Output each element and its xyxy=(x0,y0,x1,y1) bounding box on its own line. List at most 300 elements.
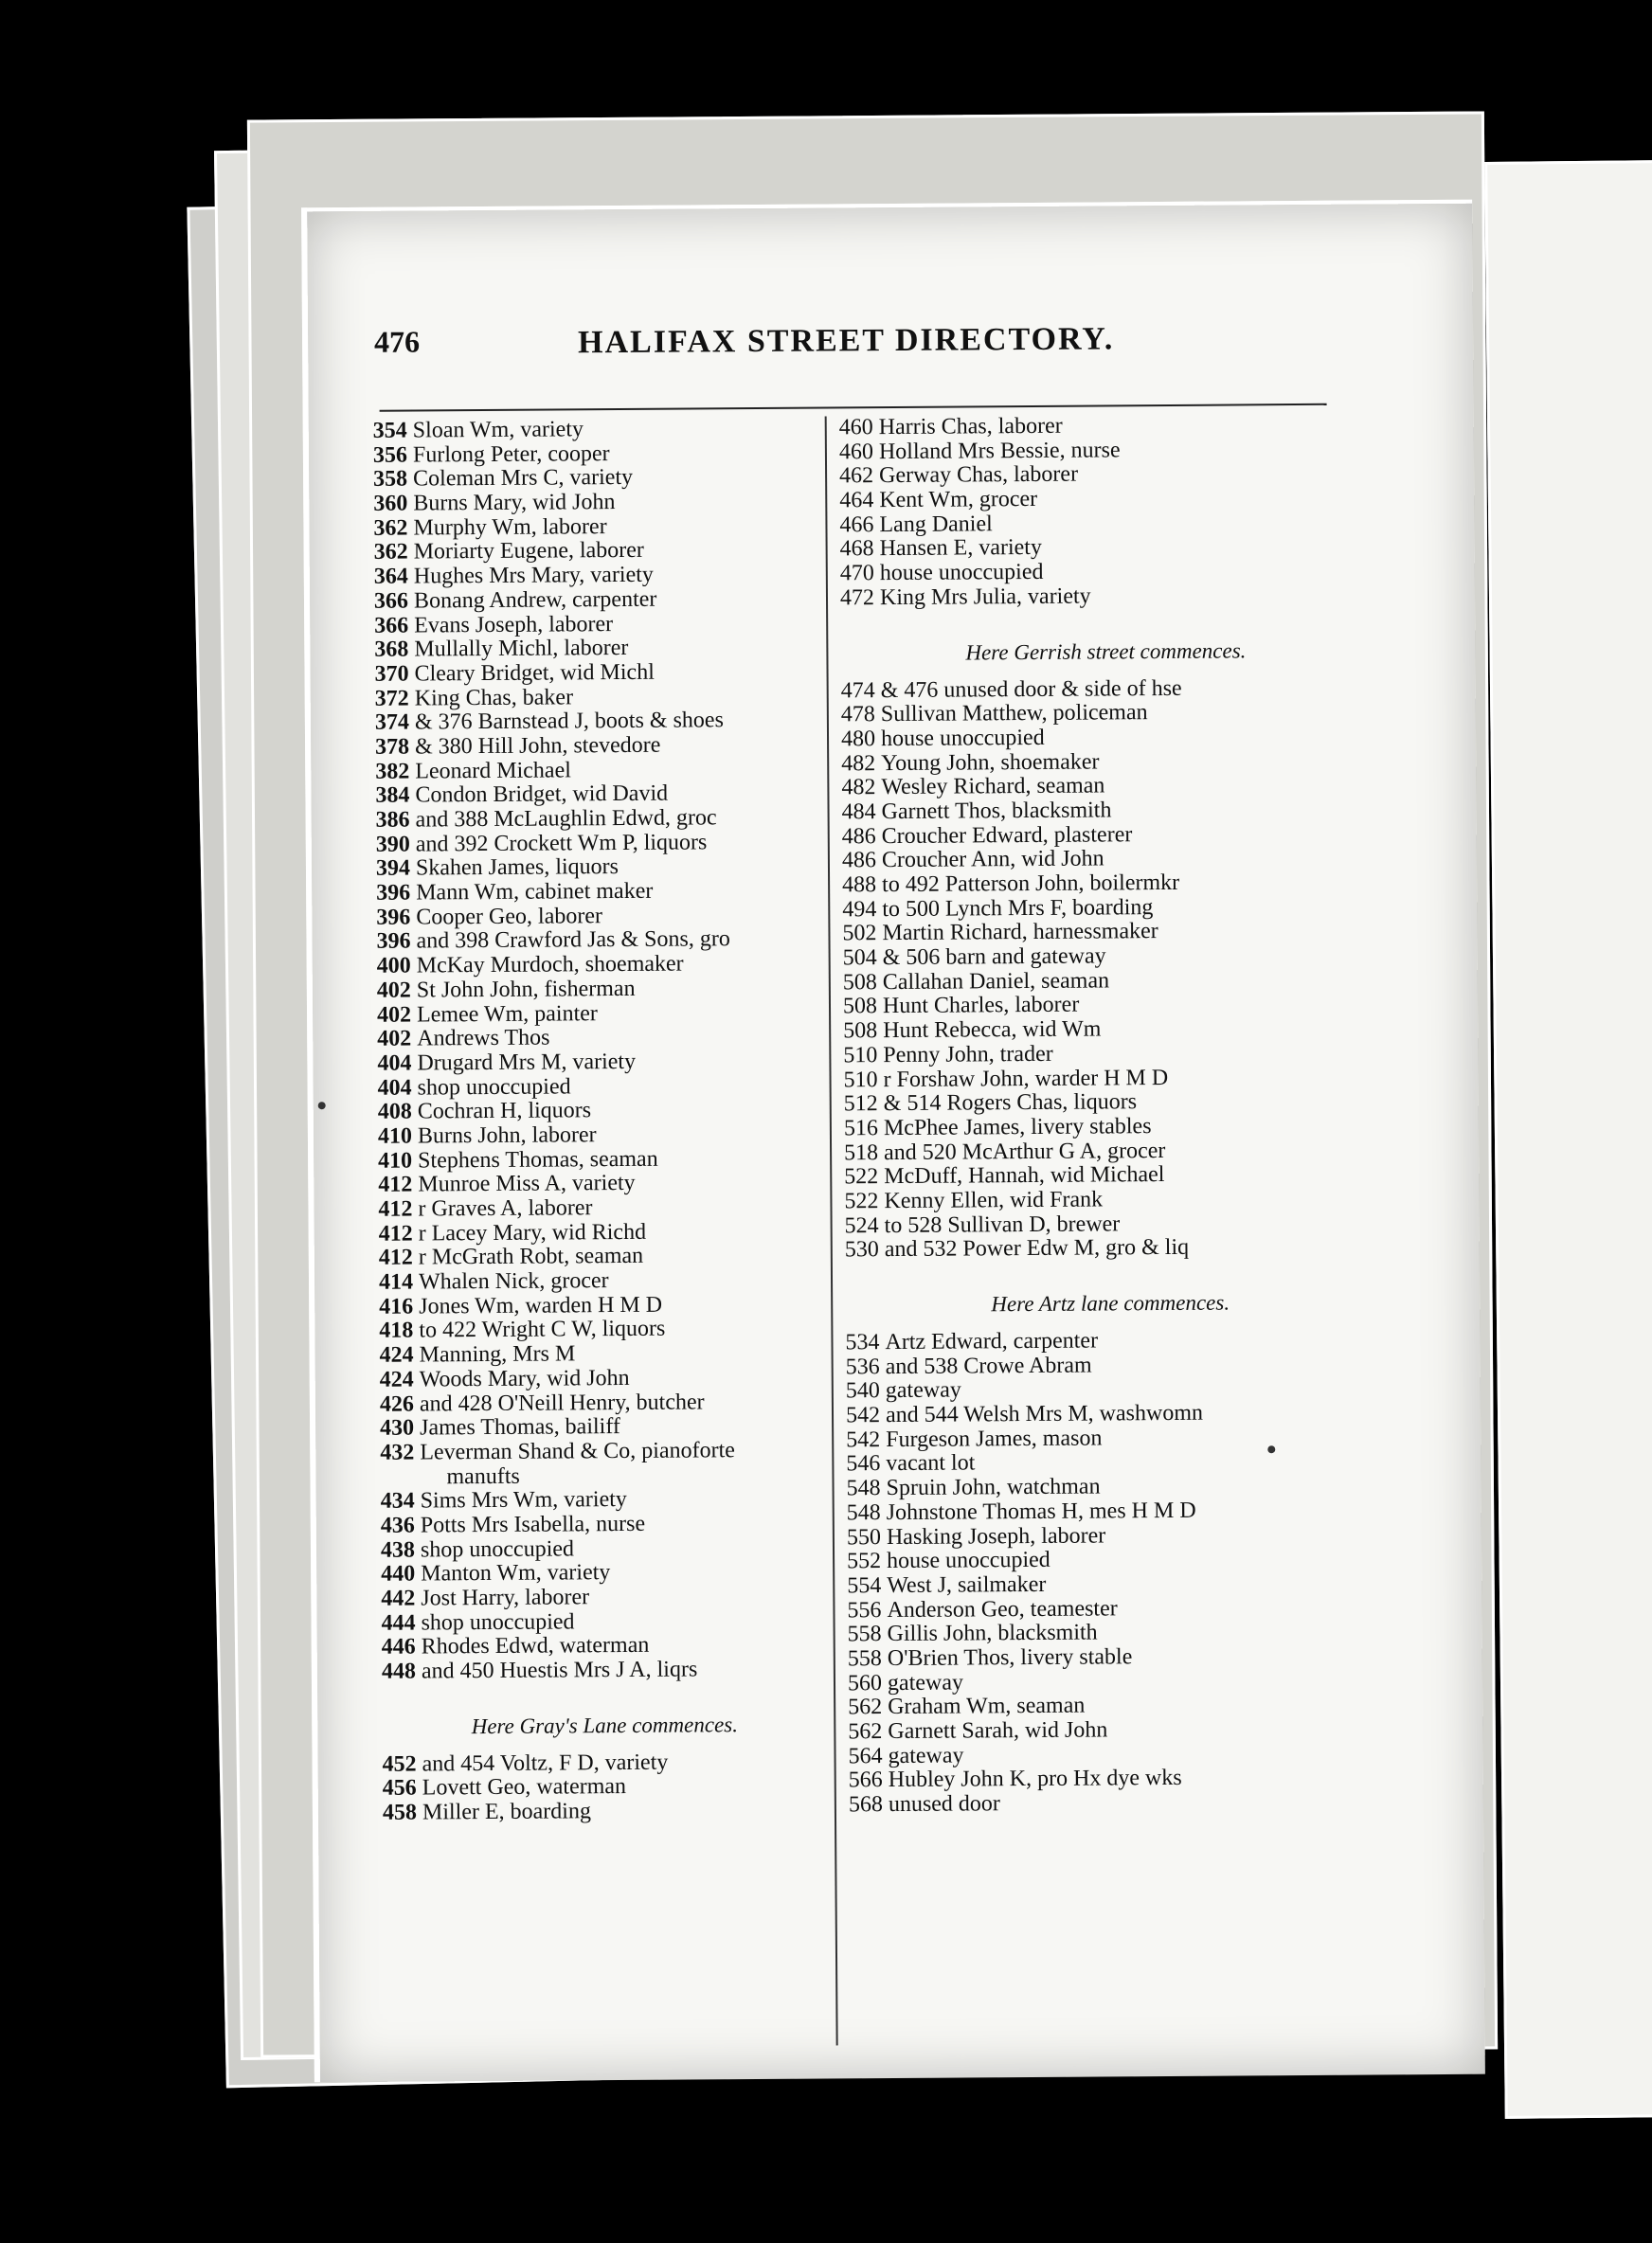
directory-entry xyxy=(375,732,820,760)
house-number: 552 xyxy=(847,1549,882,1574)
resident-text: Potts Mrs Isabella, nurse xyxy=(420,1511,646,1538)
house-number: 360 xyxy=(373,491,408,516)
resident-text: Stephens Thomas, seaman xyxy=(418,1146,658,1174)
directory-entry xyxy=(848,1668,1378,1696)
house-number: 412 xyxy=(378,1196,413,1222)
house-number: 464 xyxy=(839,488,874,513)
directory-entry xyxy=(839,437,1370,465)
street-section-heading: Here Gerrish street commences. xyxy=(965,637,1247,664)
house-number: 456 xyxy=(382,1775,417,1802)
directory-entry xyxy=(375,709,820,736)
resident-text: Hansen E, variety xyxy=(879,535,1043,562)
house-number: 362 xyxy=(373,515,408,541)
resident-text: Moriarty Eugene, laborer xyxy=(413,538,644,565)
resident-text: manufts xyxy=(446,1463,520,1489)
directory-entry xyxy=(379,1268,824,1296)
resident-text: Furlong Peter, cooper xyxy=(412,440,610,468)
directory-entry xyxy=(849,1789,1379,1818)
directory-entry xyxy=(380,1462,825,1490)
resident-text: Whalen Nick, grocer xyxy=(418,1268,609,1295)
resident-text: Graham Wm, seaman xyxy=(888,1693,1086,1720)
house-number: 508 xyxy=(842,969,877,996)
resident-text: Mullally Michl, laborer xyxy=(414,636,629,662)
resident-text: and 532 Power Edw M, gro & liq xyxy=(884,1235,1190,1263)
resident-text: Cleary Bridget, wid Michl xyxy=(414,659,655,687)
directory-entry xyxy=(845,1211,1375,1239)
resident-text: & 380 Hill John, stevedore xyxy=(414,732,661,760)
house-number: 488 xyxy=(842,872,877,898)
resident-text: Hasking Joseph, laborer xyxy=(886,1522,1106,1550)
directory-entry xyxy=(839,461,1370,490)
directory-entry xyxy=(845,1235,1375,1264)
resident-text: and 388 McLaughlin Edwd, groc xyxy=(415,805,717,833)
directory-entry xyxy=(839,486,1370,514)
ink-spot xyxy=(1267,1445,1275,1453)
directory-entry xyxy=(848,1741,1378,1769)
house-number: 426 xyxy=(379,1391,415,1417)
directory-entry xyxy=(374,636,819,663)
resident-text: Coleman Mrs C, variety xyxy=(413,465,634,492)
resident-text: Munroe Miss A, variety xyxy=(418,1171,636,1197)
house-number: 524 xyxy=(844,1212,879,1238)
directory-entry xyxy=(374,659,819,687)
directory-entry xyxy=(842,894,1373,923)
resident-text: Hubley John K, pro Hx dye wks xyxy=(888,1766,1182,1793)
house-number: 402 xyxy=(376,978,411,1003)
house-number: 556 xyxy=(847,1597,882,1623)
house-number: 502 xyxy=(842,921,877,946)
resident-text: & 506 barn and gateway xyxy=(882,943,1106,971)
house-number: 418 xyxy=(379,1318,414,1344)
resident-text: Harris Chas, laborer xyxy=(878,413,1063,440)
directory-entry xyxy=(848,1620,1378,1648)
resident-text: Skahen James, liquors xyxy=(415,854,620,881)
resident-text: Artz Edward, carpenter xyxy=(885,1328,1099,1355)
directory-entry xyxy=(381,1511,826,1538)
directory-entry xyxy=(374,586,819,614)
street-section-heading: Here Artz lane commences. xyxy=(991,1290,1230,1317)
directory-entry xyxy=(841,675,1372,704)
resident-text: and 392 Crockett Wm P, liquors xyxy=(415,830,708,857)
directory-entry xyxy=(377,976,822,1003)
house-number: 508 xyxy=(843,1018,878,1044)
directory-entry xyxy=(375,757,820,784)
house-number: 368 xyxy=(374,637,409,662)
house-number: 404 xyxy=(377,1075,412,1101)
house-number: 366 xyxy=(373,588,409,614)
house-number: 402 xyxy=(376,1002,412,1028)
house-number: 522 xyxy=(844,1164,879,1190)
house-number: 412 xyxy=(378,1172,413,1198)
house-number: 508 xyxy=(842,994,878,1019)
directory-entry xyxy=(841,748,1372,777)
directory-entry xyxy=(373,440,818,468)
house-number: 412 xyxy=(378,1221,413,1247)
resident-text: Condon Bridget, wid David xyxy=(415,781,669,808)
directory-entry xyxy=(843,967,1374,996)
resident-text: shop unoccupied xyxy=(420,1535,575,1563)
resident-text: Penny John, trader xyxy=(883,1041,1053,1068)
directory-entry xyxy=(841,797,1372,825)
house-number: 494 xyxy=(842,896,877,923)
directory-entry xyxy=(377,952,822,979)
left-column xyxy=(373,417,828,1826)
house-number: 382 xyxy=(375,759,410,784)
resident-text: r Graves A, laborer xyxy=(418,1195,593,1222)
resident-text: Gillis John, blacksmith xyxy=(887,1620,1098,1647)
resident-text: shop unoccupied xyxy=(417,1073,571,1101)
page-header xyxy=(374,308,1397,363)
directory-entry xyxy=(378,1122,823,1149)
resident-text: Burns John, laborer xyxy=(417,1122,597,1149)
directory-entry xyxy=(373,465,818,493)
directory-entry xyxy=(840,559,1371,587)
resident-text: Woods Mary, wid John xyxy=(419,1365,630,1392)
resident-text: and 520 McArthur G A, grocer xyxy=(883,1138,1166,1165)
house-number: 442 xyxy=(381,1586,416,1611)
directory-entry xyxy=(376,927,821,955)
directory-entry xyxy=(847,1498,1377,1526)
directory-entry xyxy=(839,412,1370,440)
house-number: 536 xyxy=(845,1354,880,1380)
directory-entry xyxy=(373,490,818,517)
directory-entry xyxy=(845,1327,1375,1355)
directory-entry xyxy=(378,1146,823,1174)
resident-text: Gerway Chas, laborer xyxy=(879,461,1079,489)
house-number: 558 xyxy=(847,1646,882,1672)
facing-page-edge xyxy=(1484,160,1652,2119)
directory-entry xyxy=(848,1643,1378,1672)
resident-text: and 398 Crawford Jas & Sons, gro xyxy=(416,926,730,954)
resident-text: Rhodes Edwd, waterman xyxy=(421,1633,650,1660)
resident-text: vacant lot xyxy=(886,1450,976,1477)
resident-text: Croucher Edward, plasterer xyxy=(881,821,1133,849)
resident-text: shop unoccupied xyxy=(421,1609,575,1636)
directory-entry xyxy=(847,1595,1377,1624)
house-number: 400 xyxy=(376,953,411,978)
resident-text: to 422 Wright C W, liquors xyxy=(419,1317,666,1343)
house-number: 466 xyxy=(839,511,874,538)
resident-text: Kent Wm, grocer xyxy=(879,486,1038,513)
directory-entry xyxy=(381,1585,826,1612)
house-number: 372 xyxy=(374,686,409,711)
directory-entry xyxy=(377,1025,822,1052)
house-number: 364 xyxy=(373,564,408,589)
resident-text: Mann Wm, cabinet maker xyxy=(416,878,654,906)
directory-entry xyxy=(376,806,821,834)
resident-text: and 538 Crowe Abram xyxy=(885,1353,1092,1379)
house-number: 566 xyxy=(848,1767,883,1793)
resident-text: Croucher Ann, wid John xyxy=(881,846,1104,873)
directory-entry xyxy=(842,821,1373,850)
directory-entry xyxy=(377,1000,822,1028)
house-number: 436 xyxy=(380,1513,415,1538)
directory-entry xyxy=(841,700,1372,728)
directory-entry xyxy=(380,1365,825,1392)
directory-entry xyxy=(377,1049,822,1076)
directory-entry xyxy=(846,1401,1376,1429)
house-number: 410 xyxy=(377,1123,413,1149)
resident-text: to 528 Sullivan D, brewer xyxy=(884,1211,1121,1238)
house-number: 560 xyxy=(847,1670,883,1696)
resident-text: Kenny Ellen, wid Frank xyxy=(884,1187,1104,1214)
house-number: 480 xyxy=(840,726,876,752)
house-number: 458 xyxy=(382,1800,418,1825)
resident-text: Furgeson James, mason xyxy=(886,1426,1103,1452)
resident-text: Cochran H, liquors xyxy=(417,1098,592,1124)
house-number: 446 xyxy=(381,1634,416,1660)
house-number: 510 xyxy=(843,1042,878,1068)
directory-entry xyxy=(376,830,821,857)
house-number: 472 xyxy=(839,584,875,611)
resident-text: and 544 Welsh Mrs M, washwomn xyxy=(885,1400,1204,1428)
house-number: 410 xyxy=(378,1148,413,1174)
resident-text: Manton Wm, variety xyxy=(421,1560,611,1587)
directory-entry xyxy=(380,1414,825,1442)
house-number: 516 xyxy=(843,1115,878,1141)
house-number: 504 xyxy=(842,945,877,971)
house-number: 546 xyxy=(846,1451,881,1477)
resident-text: James Thomas, bailiff xyxy=(420,1414,620,1441)
resident-text: r Lacey Mary, wid Richd xyxy=(418,1219,647,1247)
resident-text: West J, sailmaker xyxy=(887,1571,1047,1598)
house-number: 542 xyxy=(846,1427,881,1453)
directory-entry xyxy=(382,1658,827,1685)
house-number: 396 xyxy=(376,905,411,930)
house-number: 548 xyxy=(846,1476,881,1501)
directory-entry xyxy=(841,724,1372,752)
house-number: 554 xyxy=(847,1572,882,1599)
directory-entry xyxy=(843,992,1374,1020)
resident-text: Hughes Mrs Mary, variety xyxy=(413,562,654,589)
directory-entry xyxy=(381,1560,826,1588)
directory-entry xyxy=(376,879,821,906)
house-number: 452 xyxy=(382,1751,417,1777)
directory-entry xyxy=(383,1799,828,1826)
house-number: 362 xyxy=(373,539,408,565)
directory-entry xyxy=(844,1089,1374,1118)
house-number: 374 xyxy=(374,709,409,736)
resident-text: Lang Daniel xyxy=(879,511,993,537)
directory-entry xyxy=(844,1113,1374,1141)
house-number: 412 xyxy=(378,1245,413,1271)
ink-spot xyxy=(318,1102,326,1109)
house-number: 486 xyxy=(841,823,876,849)
directory-entry xyxy=(378,1171,823,1198)
directory-entry xyxy=(848,1716,1378,1745)
directory-entry xyxy=(375,684,820,711)
house-number: 460 xyxy=(838,439,874,465)
resident-text: McKay Murdoch, shoemaker xyxy=(416,951,684,978)
house-number: 462 xyxy=(839,463,874,489)
directory-entry xyxy=(379,1244,824,1271)
house-number: 448 xyxy=(381,1659,416,1684)
resident-text: Manning, Mrs M xyxy=(419,1341,576,1368)
resident-text: and 454 Voltz, F D, variety xyxy=(422,1750,669,1777)
house-number: 522 xyxy=(844,1189,879,1214)
resident-text: Andrews Thos xyxy=(417,1025,550,1051)
house-number: 470 xyxy=(839,561,874,586)
directory-entry xyxy=(844,1138,1374,1166)
resident-text: and 428 O'Neill Henry, butcher xyxy=(419,1389,705,1416)
resident-text: to 500 Lynch Mrs F, boarding xyxy=(882,894,1154,922)
resident-text: Murphy Wm, laborer xyxy=(413,513,607,541)
directory-entry xyxy=(379,1219,824,1247)
house-number: 558 xyxy=(847,1622,882,1647)
directory-entry xyxy=(374,538,819,565)
house-number: 404 xyxy=(377,1050,412,1076)
house-number: 370 xyxy=(374,661,409,687)
resident-text: Hunt Rebecca, wid Wm xyxy=(883,1016,1102,1044)
resident-text: gateway xyxy=(885,1377,961,1404)
directory-entry xyxy=(373,417,818,444)
directory-entry xyxy=(846,1474,1376,1502)
house-number: 354 xyxy=(372,418,407,443)
directory-entry xyxy=(843,943,1374,972)
resident-text: Sloan Wm, variety xyxy=(412,417,584,443)
house-number: 440 xyxy=(381,1561,416,1588)
resident-text: Burns Mary, wid John xyxy=(413,490,616,516)
resident-text: Cooper Geo, laborer xyxy=(416,903,603,930)
resident-text: Callahan Daniel, seaman xyxy=(882,968,1110,995)
house-number: 424 xyxy=(379,1367,414,1392)
directory-entry xyxy=(847,1547,1377,1575)
directory-entry xyxy=(379,1292,824,1319)
directory-entry xyxy=(381,1535,826,1563)
page-title: HALIFAX STREET DIRECTORY. xyxy=(577,321,1115,361)
resident-text: house unoccupied xyxy=(879,560,1044,586)
directory-entry xyxy=(374,563,819,590)
house-number: 390 xyxy=(375,832,410,857)
directory-entry xyxy=(383,1774,828,1802)
directory-entry xyxy=(843,1065,1374,1093)
resident-text: Johnstone Thomas H, mes H M D xyxy=(886,1498,1196,1525)
directory-page xyxy=(301,200,1485,2083)
directory-entry xyxy=(373,513,818,541)
resident-text: gateway xyxy=(888,1743,964,1768)
directory-entry xyxy=(840,534,1371,563)
directory-entry xyxy=(375,781,820,809)
directory-entry xyxy=(846,1352,1376,1380)
directory-entry xyxy=(842,846,1373,874)
house-number: 414 xyxy=(378,1269,414,1295)
page-number: 476 xyxy=(373,324,421,359)
house-number: 430 xyxy=(380,1415,415,1441)
resident-text: r Forshaw John, warder H M D xyxy=(883,1065,1169,1092)
resident-text: St John John, fisherman xyxy=(416,976,636,1003)
house-number: 386 xyxy=(375,807,410,833)
resident-text: Lovett Geo, waterman xyxy=(422,1774,627,1801)
house-number: 366 xyxy=(374,613,409,638)
directory-entry xyxy=(378,1195,823,1223)
directory-entry xyxy=(381,1487,826,1515)
house-number: 542 xyxy=(845,1403,881,1428)
directory-entry xyxy=(376,903,821,930)
directory-entry xyxy=(842,919,1373,947)
house-number: 358 xyxy=(373,466,408,493)
directory-entry xyxy=(839,510,1370,538)
house-number: 564 xyxy=(848,1743,883,1769)
header-rule xyxy=(380,404,1327,412)
resident-text: & 476 unused door & side of hse xyxy=(880,675,1182,703)
resident-text: Drugard Mrs M, variety xyxy=(417,1049,637,1076)
directory-entry xyxy=(846,1425,1376,1453)
house-number: 394 xyxy=(375,855,411,882)
resident-text: unused door xyxy=(888,1791,1000,1818)
house-number: 378 xyxy=(374,734,410,760)
directory-entry xyxy=(378,1098,823,1125)
resident-text: r McGrath Robt, seaman xyxy=(418,1244,644,1270)
resident-text: Jost Harry, laborer xyxy=(421,1585,590,1611)
resident-text: Hunt Charles, laborer xyxy=(882,993,1080,1019)
directory-entry xyxy=(848,1693,1378,1721)
directory-entry xyxy=(844,1186,1374,1214)
resident-text: Lemee Wm, painter xyxy=(416,1000,598,1028)
house-number: 510 xyxy=(843,1067,878,1092)
house-number: 468 xyxy=(839,536,874,562)
directory-entry xyxy=(847,1570,1377,1599)
house-number: 384 xyxy=(375,782,410,809)
directory-entry xyxy=(842,870,1373,898)
house-number: 486 xyxy=(841,848,877,873)
resident-text: O'Brien Thos, livery stable xyxy=(887,1644,1133,1671)
resident-text: Garnett Thos, blacksmith xyxy=(881,798,1112,825)
street-section-heading: Here Gray's Lane commences. xyxy=(471,1712,739,1738)
house-number: 396 xyxy=(376,928,411,955)
house-number: 432 xyxy=(380,1440,415,1465)
resident-text: Holland Mrs Bessie, nurse xyxy=(878,437,1121,464)
house-number: 356 xyxy=(372,442,408,468)
resident-text: McDuff, Hannah, wid Michael xyxy=(884,1162,1165,1190)
directory-entry xyxy=(844,1162,1374,1191)
house-number: 402 xyxy=(377,1026,412,1051)
house-number: 512 xyxy=(843,1091,878,1117)
directory-entry xyxy=(382,1633,827,1660)
resident-text: Anderson Geo, teamester xyxy=(887,1595,1118,1623)
house-number: 550 xyxy=(846,1524,882,1550)
resident-text: & 376 Barnstead J, boots & shoes xyxy=(414,708,724,735)
directory-entry xyxy=(849,1766,1379,1794)
resident-text: Wesley Richard, seaman xyxy=(881,773,1105,800)
house-number: 438 xyxy=(380,1537,416,1563)
house-number: 548 xyxy=(846,1499,881,1526)
directory-entry xyxy=(380,1390,825,1417)
house-number: 534 xyxy=(845,1330,880,1355)
house-number: 482 xyxy=(841,775,876,800)
resident-text: King Chas, baker xyxy=(414,684,574,711)
house-number: 444 xyxy=(381,1610,416,1636)
house-number: 478 xyxy=(840,702,875,727)
directory-entry xyxy=(376,854,821,882)
directory-entry xyxy=(381,1608,826,1636)
resident-text: Evans Joseph, laborer xyxy=(414,611,614,638)
resident-text: Young John, shoemaker xyxy=(881,749,1100,776)
directory-entry xyxy=(847,1522,1377,1551)
directory-entry xyxy=(382,1750,827,1777)
house-number: 568 xyxy=(848,1792,883,1818)
house-number: 424 xyxy=(379,1342,414,1368)
house-number: 460 xyxy=(838,415,873,440)
resident-text: house unoccupied xyxy=(887,1548,1050,1574)
house-number: 416 xyxy=(379,1294,414,1319)
resident-text: Bonang Andrew, carpenter xyxy=(413,586,657,614)
resident-text: gateway xyxy=(887,1670,964,1696)
directory-entry xyxy=(840,583,1371,611)
house-number: 530 xyxy=(844,1237,879,1263)
house-number: 482 xyxy=(841,750,876,776)
resident-text: Spruin John, watchman xyxy=(886,1474,1101,1501)
house-number: 562 xyxy=(848,1695,883,1720)
